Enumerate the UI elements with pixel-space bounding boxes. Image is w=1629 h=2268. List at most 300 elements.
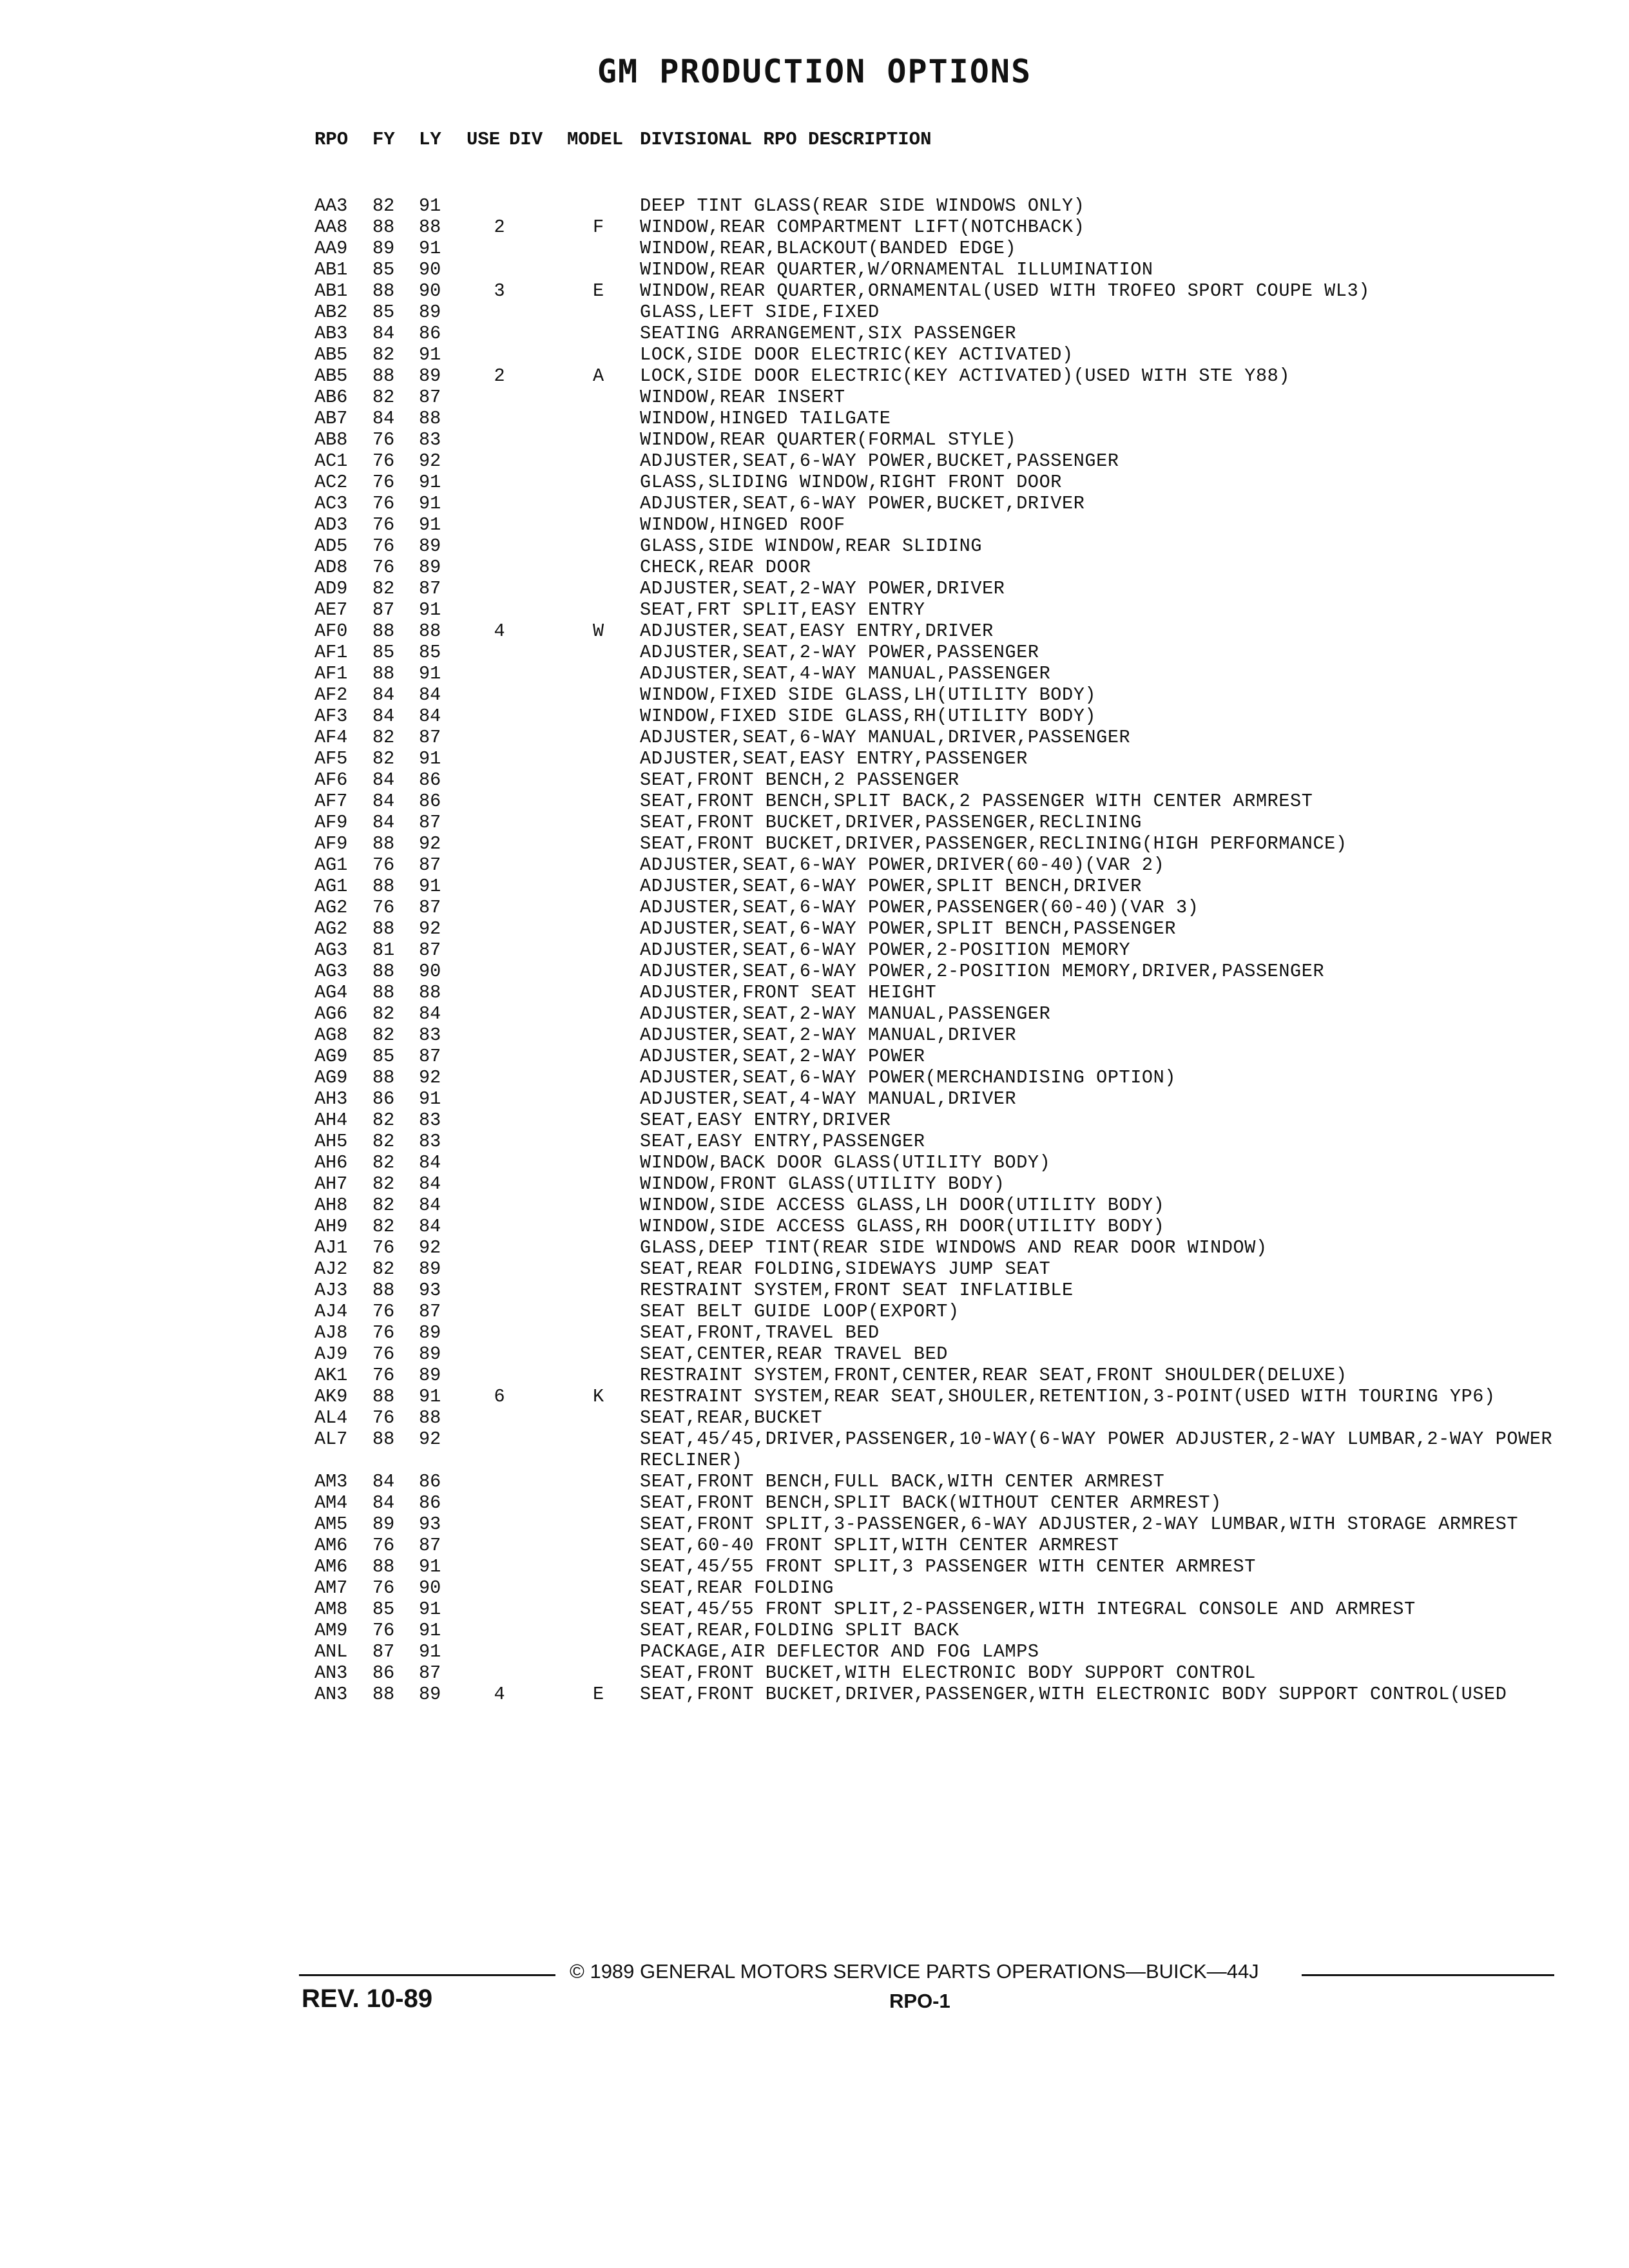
rpo-cell: AF0 <box>314 620 348 642</box>
description-cell: ADJUSTER,SEAT,6-WAY POWER,DRIVER(60-40)(VAR 2) <box>640 854 1165 876</box>
description-cell: ADJUSTER,SEAT,2-WAY MANUAL,PASSENGER <box>640 1003 1051 1024</box>
rpo-cell: AH3 <box>314 1088 348 1110</box>
rpo-cell: AB8 <box>314 429 348 450</box>
table-row <box>0 1216 1629 1237</box>
description-cell: WINDOW,REAR INSERT <box>640 387 845 408</box>
fy-cell: 86 <box>372 1662 395 1684</box>
fy-cell: 84 <box>372 323 395 344</box>
ly-cell: 91 <box>419 195 441 216</box>
table-row <box>0 1492 1629 1514</box>
table-row <box>0 1556 1629 1577</box>
description-cell: ADJUSTER,SEAT,2-WAY POWER,PASSENGER <box>640 642 1039 663</box>
table-row <box>0 833 1629 854</box>
rpo-cell: AJ8 <box>314 1322 348 1343</box>
ly-cell: 92 <box>419 450 441 472</box>
fy-cell: 82 <box>372 1110 395 1131</box>
ly-cell: 92 <box>419 1428 441 1450</box>
rpo-cell: AL7 <box>314 1428 348 1450</box>
rpo-cell: AM8 <box>314 1599 348 1620</box>
fy-cell: 81 <box>372 939 395 961</box>
rpo-cell: AL4 <box>314 1407 348 1428</box>
fy-cell: 87 <box>372 1641 395 1662</box>
table-row <box>0 1003 1629 1024</box>
description-cell: ADJUSTER,SEAT,6-WAY POWER(MERCHANDISING OPTION) <box>640 1067 1177 1088</box>
table-row <box>0 1067 1629 1088</box>
use-cell: 6 <box>494 1386 505 1407</box>
ly-cell: 91 <box>419 514 441 535</box>
column-header-row <box>0 129 1629 155</box>
ly-cell: 91 <box>419 238 441 259</box>
fy-cell: 84 <box>372 1471 395 1492</box>
ly-cell: 84 <box>419 1003 441 1024</box>
table-row <box>0 897 1629 918</box>
fy-cell: 82 <box>372 195 395 216</box>
rpo-cell: AF9 <box>314 812 348 833</box>
fy-cell: 76 <box>372 1535 395 1556</box>
description-cell: DEEP TINT GLASS(REAR SIDE WINDOWS ONLY) <box>640 195 1085 216</box>
rpo-cell: AA9 <box>314 238 348 259</box>
rpo-cell: AF6 <box>314 769 348 791</box>
ly-cell: 89 <box>419 535 441 557</box>
ly-cell: 87 <box>419 1046 441 1067</box>
ly-cell: 87 <box>419 1535 441 1556</box>
description-cell: WINDOW,FRONT GLASS(UTILITY BODY) <box>640 1173 1005 1195</box>
ly-cell: 91 <box>419 599 441 620</box>
table-row <box>0 1110 1629 1131</box>
ly-cell: 87 <box>419 387 441 408</box>
fy-cell: 84 <box>372 769 395 791</box>
table-row <box>0 1088 1629 1110</box>
description-cell: LOCK,SIDE DOOR ELECTRIC(KEY ACTIVATED) <box>640 344 1074 365</box>
description-cell: WINDOW,FIXED SIDE GLASS,LH(UTILITY BODY) <box>640 684 1097 706</box>
rpo-cell: AG2 <box>314 918 348 939</box>
table-row <box>0 238 1629 259</box>
header-rpo: RPO <box>314 129 349 150</box>
description-cell: WINDOW,REAR QUARTER(FORMAL STYLE) <box>640 429 1017 450</box>
table-row <box>0 387 1629 408</box>
fy-cell: 88 <box>372 918 395 939</box>
description-cell: SEAT,FRONT,TRAVEL BED <box>640 1322 880 1343</box>
description-cell: SEAT,45/55 FRONT SPLIT,3 PASSENGER WITH CENTER ARMREST <box>640 1556 1256 1577</box>
fy-cell: 82 <box>372 387 395 408</box>
ly-cell: 89 <box>419 1684 441 1705</box>
ly-cell: 88 <box>419 982 441 1003</box>
rpo-cell: AB2 <box>314 302 348 323</box>
ly-cell: 90 <box>419 280 441 302</box>
ly-cell: 92 <box>419 1067 441 1088</box>
fy-cell: 88 <box>372 1556 395 1577</box>
ly-cell: 92 <box>419 1237 441 1258</box>
fy-cell: 88 <box>372 216 395 238</box>
rpo-cell: AH5 <box>314 1131 348 1152</box>
ly-cell: 84 <box>419 1195 441 1216</box>
ly-cell: 87 <box>419 812 441 833</box>
description-cell: GLASS,DEEP TINT(REAR SIDE WINDOWS AND REAR DOOR WINDOW) <box>640 1237 1268 1258</box>
rpo-cell: AB1 <box>314 259 348 280</box>
fy-cell: 76 <box>372 1577 395 1599</box>
description-cell: SEAT BELT GUIDE LOOP(EXPORT) <box>640 1301 959 1322</box>
fy-cell: 88 <box>372 1280 395 1301</box>
description-cell: RESTRAINT SYSTEM,REAR SEAT,SHOULER,RETENTION,3-POINT(USED WITH TOURING YP6) <box>640 1386 1496 1407</box>
fy-cell: 85 <box>372 642 395 663</box>
rpo-cell: AG3 <box>314 939 348 961</box>
table-row <box>0 1407 1629 1428</box>
ly-cell: 93 <box>419 1514 441 1535</box>
description-cell: SEAT,FRONT BUCKET,DRIVER,PASSENGER,RECLINING <box>640 812 1142 833</box>
rpo-cell: AM5 <box>314 1514 348 1535</box>
table-row <box>0 365 1629 387</box>
ly-cell: 90 <box>419 961 441 982</box>
description-cell: SEAT,REAR,FOLDING SPLIT BACK <box>640 1620 959 1641</box>
table-row <box>0 514 1629 535</box>
ly-cell: 91 <box>419 1556 441 1577</box>
table-row <box>0 961 1629 982</box>
table-row <box>0 1280 1629 1301</box>
description-cell: SEAT,FRONT SPLIT,3-PASSENGER,6-WAY ADJUSTER,2-WAY LUMBAR,WITH STORAGE ARMREST <box>640 1514 1519 1535</box>
use-cell: 4 <box>494 1684 505 1705</box>
rpo-cell: AC3 <box>314 493 348 514</box>
rpo-cell: AH4 <box>314 1110 348 1131</box>
rpo-cell: AK9 <box>314 1386 348 1407</box>
rpo-cell: AG1 <box>314 876 348 897</box>
fy-cell: 76 <box>372 1322 395 1343</box>
rpo-cell: AB1 <box>314 280 348 302</box>
ly-cell: 87 <box>419 727 441 748</box>
description-cell: GLASS,SIDE WINDOW,REAR SLIDING <box>640 535 983 557</box>
table-row <box>0 876 1629 897</box>
table-row <box>0 1684 1629 1705</box>
rpo-cell: AB5 <box>314 365 348 387</box>
ly-cell: 91 <box>419 663 441 684</box>
fy-cell: 84 <box>372 706 395 727</box>
ly-cell: 87 <box>419 897 441 918</box>
ly-cell: 84 <box>419 1173 441 1195</box>
description-cell: ADJUSTER,SEAT,4-WAY MANUAL,PASSENGER <box>640 663 1051 684</box>
fy-cell: 76 <box>372 1365 395 1386</box>
description-cell: SEAT,EASY ENTRY,PASSENGER <box>640 1131 925 1152</box>
rpo-cell: AC1 <box>314 450 348 472</box>
fy-cell: 76 <box>372 1237 395 1258</box>
ly-cell: 92 <box>419 833 441 854</box>
table-row <box>0 1577 1629 1599</box>
description-cell: ADJUSTER,SEAT,6-WAY POWER,SPLIT BENCH,PASSENGER <box>640 918 1177 939</box>
description-cell: SEAT,FRONT BENCH,SPLIT BACK(WITHOUT CENTER ARMREST) <box>640 1492 1222 1514</box>
table-row <box>0 1131 1629 1152</box>
fy-cell: 76 <box>372 514 395 535</box>
page-title: GM PRODUCTION OPTIONS <box>597 53 1032 90</box>
header-ly: LY <box>419 129 441 150</box>
table-row <box>0 791 1629 812</box>
rpo-cell: AF1 <box>314 663 348 684</box>
rpo-cell: AG6 <box>314 1003 348 1024</box>
table-row <box>0 1641 1629 1662</box>
ly-cell: 88 <box>419 216 441 238</box>
rpo-cell: AD3 <box>314 514 348 535</box>
table-row <box>0 748 1629 769</box>
table-row <box>0 302 1629 323</box>
ly-cell: 88 <box>419 1407 441 1428</box>
rpo-cell: AG4 <box>314 982 348 1003</box>
ly-cell: 83 <box>419 429 441 450</box>
fy-cell: 76 <box>372 1407 395 1428</box>
description-cell: SEAT,FRT SPLIT,EASY ENTRY <box>640 599 925 620</box>
description-cell: ADJUSTER,FRONT SEAT HEIGHT <box>640 982 937 1003</box>
rpo-cell: AG2 <box>314 897 348 918</box>
description-cell: ADJUSTER,SEAT,6-WAY POWER,PASSENGER(60-40)(VAR 3) <box>640 897 1199 918</box>
table-row <box>0 1386 1629 1407</box>
ly-cell: 83 <box>419 1024 441 1046</box>
ly-cell: 91 <box>419 1386 441 1407</box>
model-cell: E <box>593 280 604 302</box>
rpo-cell: AG3 <box>314 961 348 982</box>
description-cell: ADJUSTER,SEAT,EASY ENTRY,DRIVER <box>640 620 994 642</box>
ly-cell: 87 <box>419 578 441 599</box>
rpo-cell: AK1 <box>314 1365 348 1386</box>
table-row <box>0 1152 1629 1173</box>
rpo-table <box>0 195 1629 1705</box>
fy-cell: 88 <box>372 1386 395 1407</box>
description-cell: SEATING ARRANGEMENT,SIX PASSENGER <box>640 323 1017 344</box>
fy-cell: 82 <box>372 1003 395 1024</box>
model-cell: E <box>593 1684 604 1705</box>
use-cell: 2 <box>494 216 505 238</box>
fy-cell: 88 <box>372 663 395 684</box>
table-row <box>0 663 1629 684</box>
description-cell: ADJUSTER,SEAT,6-WAY MANUAL,DRIVER,PASSENGER <box>640 727 1131 748</box>
table-row <box>0 1024 1629 1046</box>
table-row <box>0 1535 1629 1556</box>
ly-cell: 91 <box>419 1599 441 1620</box>
table-row <box>0 706 1629 727</box>
description-cell: WINDOW,HINGED ROOF <box>640 514 845 535</box>
table-row <box>0 1258 1629 1280</box>
table-row <box>0 769 1629 791</box>
description-cell: GLASS,SLIDING WINDOW,RIGHT FRONT DOOR <box>640 472 1063 493</box>
fy-cell: 84 <box>372 408 395 429</box>
footer <box>0 1960 1629 1986</box>
ly-cell: 89 <box>419 557 441 578</box>
fy-cell: 82 <box>372 1024 395 1046</box>
description-cell: SEAT,FRONT BENCH,2 PASSENGER <box>640 769 959 791</box>
description-cell: ADJUSTER,SEAT,EASY ENTRY,PASSENGER <box>640 748 1028 769</box>
description-cell: CHECK,REAR DOOR <box>640 557 811 578</box>
header-fy: FY <box>372 129 395 150</box>
ly-cell: 91 <box>419 472 441 493</box>
fy-cell: 76 <box>372 429 395 450</box>
rpo-cell: AJ2 <box>314 1258 348 1280</box>
ly-cell: 89 <box>419 1343 441 1365</box>
fy-cell: 85 <box>372 259 395 280</box>
fy-cell: 88 <box>372 280 395 302</box>
fy-cell: 82 <box>372 344 395 365</box>
rpo-cell: ANL <box>314 1641 348 1662</box>
description-cell: SEAT,FRONT BUCKET,DRIVER,PASSENGER,RECLINING(HIGH PERFORMANCE) <box>640 833 1347 854</box>
ly-cell: 91 <box>419 1088 441 1110</box>
fy-cell: 85 <box>372 1599 395 1620</box>
ly-cell: 90 <box>419 259 441 280</box>
table-row <box>0 216 1629 238</box>
ly-cell: 89 <box>419 302 441 323</box>
table-row <box>0 1237 1629 1258</box>
use-cell: 3 <box>494 280 505 302</box>
footer-rule-right <box>1302 1974 1554 1976</box>
table-row <box>0 472 1629 493</box>
fy-cell: 89 <box>372 238 395 259</box>
ly-cell: 86 <box>419 769 441 791</box>
fy-cell: 88 <box>372 833 395 854</box>
rpo-cell: AN3 <box>314 1662 348 1684</box>
rpo-cell: AF3 <box>314 706 348 727</box>
fy-cell: 84 <box>372 791 395 812</box>
fy-cell: 88 <box>372 876 395 897</box>
rpo-cell: AD5 <box>314 535 348 557</box>
description-cell: SEAT,REAR FOLDING <box>640 1577 834 1599</box>
ly-cell: 84 <box>419 1216 441 1237</box>
fy-cell: 76 <box>372 472 395 493</box>
description-cell: SEAT,EASY ENTRY,DRIVER <box>640 1110 891 1131</box>
fy-cell: 76 <box>372 535 395 557</box>
ly-cell: 91 <box>419 1620 441 1641</box>
description-cell: ADJUSTER,SEAT,6-WAY POWER,2-POSITION MEMORY <box>640 939 1131 961</box>
rpo-cell: AB7 <box>314 408 348 429</box>
ly-cell: 87 <box>419 1301 441 1322</box>
description-cell: ADJUSTER,SEAT,6-WAY POWER,2-POSITION MEMORY,DRIVER,PASSENGER <box>640 961 1325 982</box>
use-cell: 2 <box>494 365 505 387</box>
fy-cell: 85 <box>372 302 395 323</box>
rpo-cell: AD8 <box>314 557 348 578</box>
table-row <box>0 1599 1629 1620</box>
table-row <box>0 408 1629 429</box>
fy-cell: 82 <box>372 727 395 748</box>
rpo-cell: AM4 <box>314 1492 348 1514</box>
fy-cell: 76 <box>372 493 395 514</box>
rpo-cell: AF9 <box>314 833 348 854</box>
table-row <box>0 1620 1629 1641</box>
description-cell: ADJUSTER,SEAT,2-WAY POWER <box>640 1046 925 1067</box>
description-cell: WINDOW,REAR QUARTER,W/ORNAMENTAL ILLUMINATION <box>640 259 1153 280</box>
table-row <box>0 493 1629 514</box>
table-row <box>0 557 1629 578</box>
description-cell: ADJUSTER,SEAT,6-WAY POWER,BUCKET,DRIVER <box>640 493 1085 514</box>
ly-cell: 89 <box>419 1365 441 1386</box>
ly-cell: 89 <box>419 1322 441 1343</box>
fy-cell: 82 <box>372 1258 395 1280</box>
fy-cell: 82 <box>372 1152 395 1173</box>
description-cell: WINDOW,SIDE ACCESS GLASS,RH DOOR(UTILITY BODY) <box>640 1216 1165 1237</box>
rpo-cell: AH9 <box>314 1216 348 1237</box>
ly-cell: 86 <box>419 1492 441 1514</box>
rpo-cell: AJ1 <box>314 1237 348 1258</box>
rpo-cell: AH7 <box>314 1173 348 1195</box>
rpo-cell: AB5 <box>314 344 348 365</box>
table-row <box>0 1322 1629 1343</box>
fy-cell: 86 <box>372 1088 395 1110</box>
fy-cell: 76 <box>372 897 395 918</box>
description-cell: SEAT,FRONT BENCH,FULL BACK,WITH CENTER ARMREST <box>640 1471 1165 1492</box>
table-row <box>0 620 1629 642</box>
ly-cell: 91 <box>419 1641 441 1662</box>
description-cell: RESTRAINT SYSTEM,FRONT,CENTER,REAR SEAT,FRONT SHOULDER(DELUXE) <box>640 1365 1347 1386</box>
ly-cell: 83 <box>419 1110 441 1131</box>
table-row <box>0 599 1629 620</box>
description-cell: SEAT,45/55 FRONT SPLIT,2-PASSENGER,WITH INTEGRAL CONSOLE AND ARMREST <box>640 1599 1416 1620</box>
fy-cell: 85 <box>372 1046 395 1067</box>
description-cell: ADJUSTER,SEAT,2-WAY POWER,DRIVER <box>640 578 1005 599</box>
description-cell: WINDOW,REAR QUARTER,ORNAMENTAL(USED WITH TROFEO SPORT COUPE WL3) <box>640 280 1370 302</box>
header-description: DIVISIONAL RPO DESCRIPTION <box>640 129 932 150</box>
table-row <box>0 1343 1629 1365</box>
ly-cell: 83 <box>419 1131 441 1152</box>
rpo-cell: AJ4 <box>314 1301 348 1322</box>
fy-cell: 76 <box>372 854 395 876</box>
table-row <box>0 535 1629 557</box>
fy-cell: 76 <box>372 1343 395 1365</box>
rpo-cell: AF7 <box>314 791 348 812</box>
fy-cell: 84 <box>372 684 395 706</box>
fy-cell: 87 <box>372 599 395 620</box>
footer-rule-left <box>299 1974 555 1976</box>
ly-cell: 92 <box>419 918 441 939</box>
ly-cell: 88 <box>419 408 441 429</box>
table-row <box>0 918 1629 939</box>
table-row <box>0 259 1629 280</box>
rpo-cell: AG8 <box>314 1024 348 1046</box>
rpo-cell: AM6 <box>314 1556 348 1577</box>
fy-cell: 76 <box>372 450 395 472</box>
fy-cell: 76 <box>372 1620 395 1641</box>
description-cell: SEAT,FRONT BUCKET,DRIVER,PASSENGER,WITH ELECTRONIC BODY SUPPORT CONTROL(USED <box>640 1684 1507 1705</box>
ly-cell: 89 <box>419 365 441 387</box>
rpo-cell: AA8 <box>314 216 348 238</box>
ly-cell: 87 <box>419 939 441 961</box>
description-cell: ADJUSTER,SEAT,6-WAY POWER,SPLIT BENCH,DRIVER <box>640 876 1142 897</box>
ly-cell: 91 <box>419 876 441 897</box>
table-row <box>0 1428 1629 1471</box>
table-row <box>0 982 1629 1003</box>
table-row <box>0 578 1629 599</box>
fy-cell: 84 <box>372 1492 395 1514</box>
fy-cell: 88 <box>372 1428 395 1450</box>
ly-cell: 84 <box>419 706 441 727</box>
table-row <box>0 854 1629 876</box>
rpo-cell: AM7 <box>314 1577 348 1599</box>
ly-cell: 86 <box>419 791 441 812</box>
rpo-cell: AN3 <box>314 1684 348 1705</box>
ly-cell: 89 <box>419 1258 441 1280</box>
description-cell: WINDOW,SIDE ACCESS GLASS,LH DOOR(UTILITY BODY) <box>640 1195 1165 1216</box>
description-cell: SEAT,45/45,DRIVER,PASSENGER,10-WAY(6-WAY POWER ADJUSTER,2-WAY LUMBAR,2-WAY POWER RECLINER) <box>640 1428 1564 1471</box>
fy-cell: 88 <box>372 961 395 982</box>
rpo-cell: AD9 <box>314 578 348 599</box>
use-cell: 4 <box>494 620 505 642</box>
description-cell: WINDOW,REAR COMPARTMENT LIFT(NOTCHBACK) <box>640 216 1085 238</box>
description-cell: SEAT,60-40 FRONT SPLIT,WITH CENTER ARMREST <box>640 1535 1119 1556</box>
ly-cell: 84 <box>419 684 441 706</box>
fy-cell: 88 <box>372 982 395 1003</box>
description-cell: LOCK,SIDE DOOR ELECTRIC(KEY ACTIVATED)(USED WITH STE Y88) <box>640 365 1291 387</box>
model-cell: A <box>593 365 604 387</box>
table-row <box>0 1195 1629 1216</box>
ly-cell: 86 <box>419 323 441 344</box>
description-cell: SEAT,REAR FOLDING,SIDEWAYS JUMP SEAT <box>640 1258 1051 1280</box>
description-cell: SEAT,FRONT BENCH,SPLIT BACK,2 PASSENGER WITH CENTER ARMREST <box>640 791 1313 812</box>
description-cell: WINDOW,BACK DOOR GLASS(UTILITY BODY) <box>640 1152 1051 1173</box>
fy-cell: 82 <box>372 1195 395 1216</box>
ly-cell: 88 <box>419 620 441 642</box>
ly-cell: 86 <box>419 1471 441 1492</box>
description-cell: RESTRAINT SYSTEM,FRONT SEAT INFLATIBLE <box>640 1280 1074 1301</box>
rpo-cell: AF2 <box>314 684 348 706</box>
